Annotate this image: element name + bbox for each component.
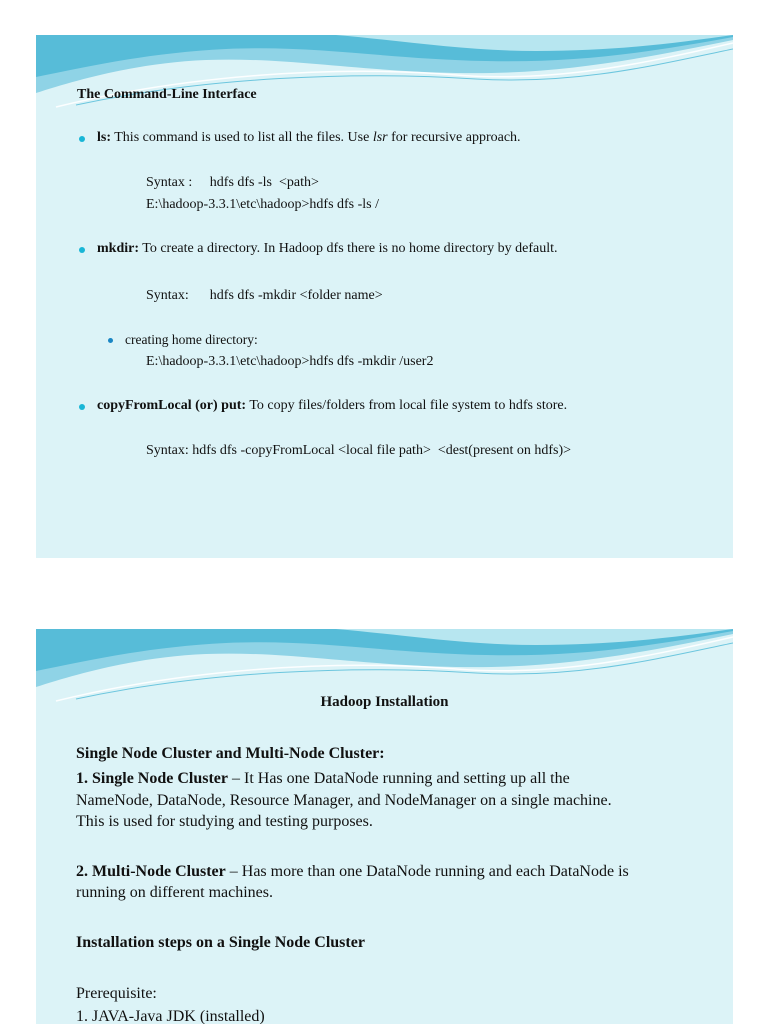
mkdir-description-line — [97, 240, 558, 258]
slide-title: The Command-Line Interface — [77, 87, 257, 102]
multi-node-line-1 — [76, 862, 629, 883]
ls-example: E:\hadoop-3.3.1\etc\hadoop>hdfs dfs -ls / — [146, 197, 380, 212]
bullet-icon — [79, 247, 85, 253]
ls-syntax: Syntax : hdfs dfs -ls <path> — [146, 175, 319, 190]
mkdir-term: mkdir: — [97, 241, 139, 256]
slide-title: Hadoop Installation — [320, 694, 449, 710]
ls-description-line — [97, 129, 521, 147]
multi-node-label: 2. Multi-Node Cluster — [76, 863, 226, 880]
bullet-icon — [79, 136, 85, 142]
ls-desc-before: This command is used to list all the files. Use — [114, 130, 370, 145]
slide-command-line-interface — [36, 35, 733, 558]
mkdir-sub-bullet: creating home directory: — [125, 332, 258, 347]
single-node-label: 1. Single Node Cluster — [76, 770, 228, 787]
copyfromlocal-term: copyFromLocal (or) put: — [97, 398, 247, 413]
ls-desc-italic: lsr — [372, 130, 388, 145]
single-node-line-2: NameNode, DataNode, Resource Manager, and NodeManager on a single machine. — [76, 792, 612, 809]
single-node-line-3: This is used for studying and testing purposes. — [76, 813, 373, 830]
sub-bullet-icon — [108, 338, 113, 343]
mkdir-syntax: Syntax: hdfs dfs -mkdir <folder name> — [146, 288, 383, 303]
multi-node-text: – Has more than one DataNode running and each DataNode is — [225, 863, 629, 880]
multi-node-line-2: running on different machines. — [76, 884, 273, 901]
bullet-icon — [79, 404, 85, 410]
single-node-line-1 — [76, 769, 570, 790]
slide-hadoop-installation — [36, 629, 733, 1024]
copyfromlocal-syntax: Syntax: hdfs dfs -copyFromLocal <local file path> <dest(present on hdfs)> — [146, 443, 572, 458]
copyfromlocal-description-line — [97, 397, 567, 415]
prerequisite-label: Prerequisite: — [76, 985, 157, 1002]
steps-heading: Installation steps on a Single Node Cluster — [76, 934, 365, 951]
ls-desc-after: for recursive approach. — [391, 130, 521, 145]
cluster-heading: Single Node Cluster and Multi-Node Cluster: — [76, 745, 385, 762]
ls-term: ls: — [97, 130, 111, 145]
single-node-text: – It Has one DataNode running and setting up all the — [228, 770, 570, 787]
copyfromlocal-desc: To copy files/folders from local file system to hdfs store. — [249, 398, 568, 413]
mkdir-sub-example: E:\hadoop-3.3.1\etc\hadoop>hdfs dfs -mkdir /user2 — [146, 354, 434, 369]
mkdir-desc: To create a directory. In Hadoop dfs there is no home directory by default. — [142, 241, 558, 256]
prerequisite-item-1: 1. JAVA-Java JDK (installed) — [76, 1008, 265, 1024]
